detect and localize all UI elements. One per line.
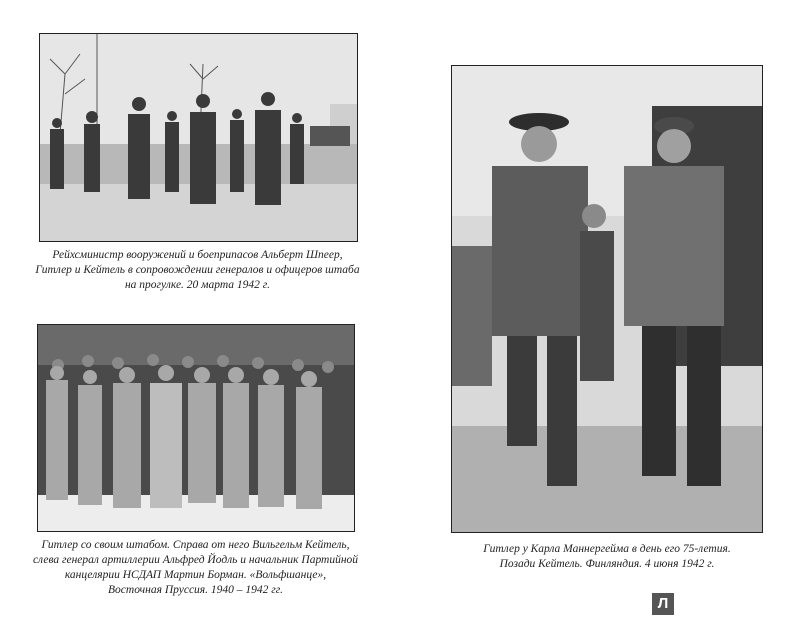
caption-photo-2 — [18, 538, 373, 598]
photo-hitler-with-staff — [37, 324, 355, 532]
caption-line: Позади Кейтель. Финляндия. 4 июня 1942 г. — [499, 558, 715, 570]
caption-photo-1 — [20, 248, 375, 293]
publisher-logo: Л — [652, 593, 674, 615]
caption-line: на прогулке. 20 марта 1942 г. — [124, 279, 271, 291]
photo-1-image — [40, 34, 357, 241]
caption-line: Гитлер у Карла Маннергейма в день его 75-летия. — [483, 543, 731, 555]
caption-line: Восточная Пруссия. 1940 – 1942 гг. — [108, 584, 283, 596]
caption-line: канцелярии НСДАП Мартин Борман. «Вольфшанце», — [64, 569, 327, 581]
photo-hitler-mannerheim — [451, 65, 763, 533]
photo-2-image — [38, 325, 354, 531]
caption-line: Гитлер и Кейтель в сопровождении генералов и офицеров штаба — [35, 264, 360, 276]
caption-photo-3 — [448, 542, 766, 572]
caption-line: Гитлер со своим штабом. Справа от него Вильгельм Кейтель, — [41, 539, 350, 551]
photo-3-image — [452, 66, 762, 532]
caption-line: слева генерал артиллерии Альфред Йодль и начальник Партийной — [32, 554, 359, 566]
photo-speer-hitler-keitel-walk — [39, 33, 358, 242]
caption-line: Рейхсминистр вооружений и боеприпасов Альберт Шпеер, — [52, 249, 343, 261]
